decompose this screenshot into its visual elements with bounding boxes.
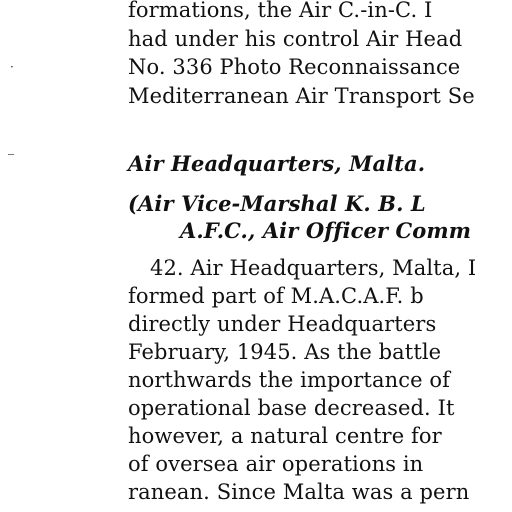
subheading-line: (Air Vice-Marshal K. B. L [128,191,426,216]
paragraph-line: ranean. Since Malta was a pern [128,480,470,504]
paragraph-line: however, a natural centre for [128,424,442,448]
paragraph-line: of oversea air operations in [128,452,424,476]
paragraph-line: 42. Air Headquarters, Malta, I [150,256,477,280]
paragraph-line: formed part of M.A.C.A.F. b [128,284,424,308]
paragraph-line: directly under Headquarters [128,312,437,336]
text-line: Mediterranean Air Transport Se [128,84,475,108]
margin-tick-mark [8,154,14,155]
margin-dot: · [10,60,14,74]
text-line: No. 336 Photo Reconnaissance [128,55,461,79]
subheading-line: A.F.C., Air Officer Comm [180,218,472,243]
paragraph-line: northwards the importance of [128,368,450,392]
section-heading: Air Headquarters, Malta. [128,151,426,176]
text-line: formations, the Air C.-in-C. I [128,0,433,22]
paragraph-line: operational base decreased. It [128,396,455,420]
paragraph-line: February, 1945. As the battle [128,340,442,364]
text-line: had under his control Air Head [128,27,463,51]
